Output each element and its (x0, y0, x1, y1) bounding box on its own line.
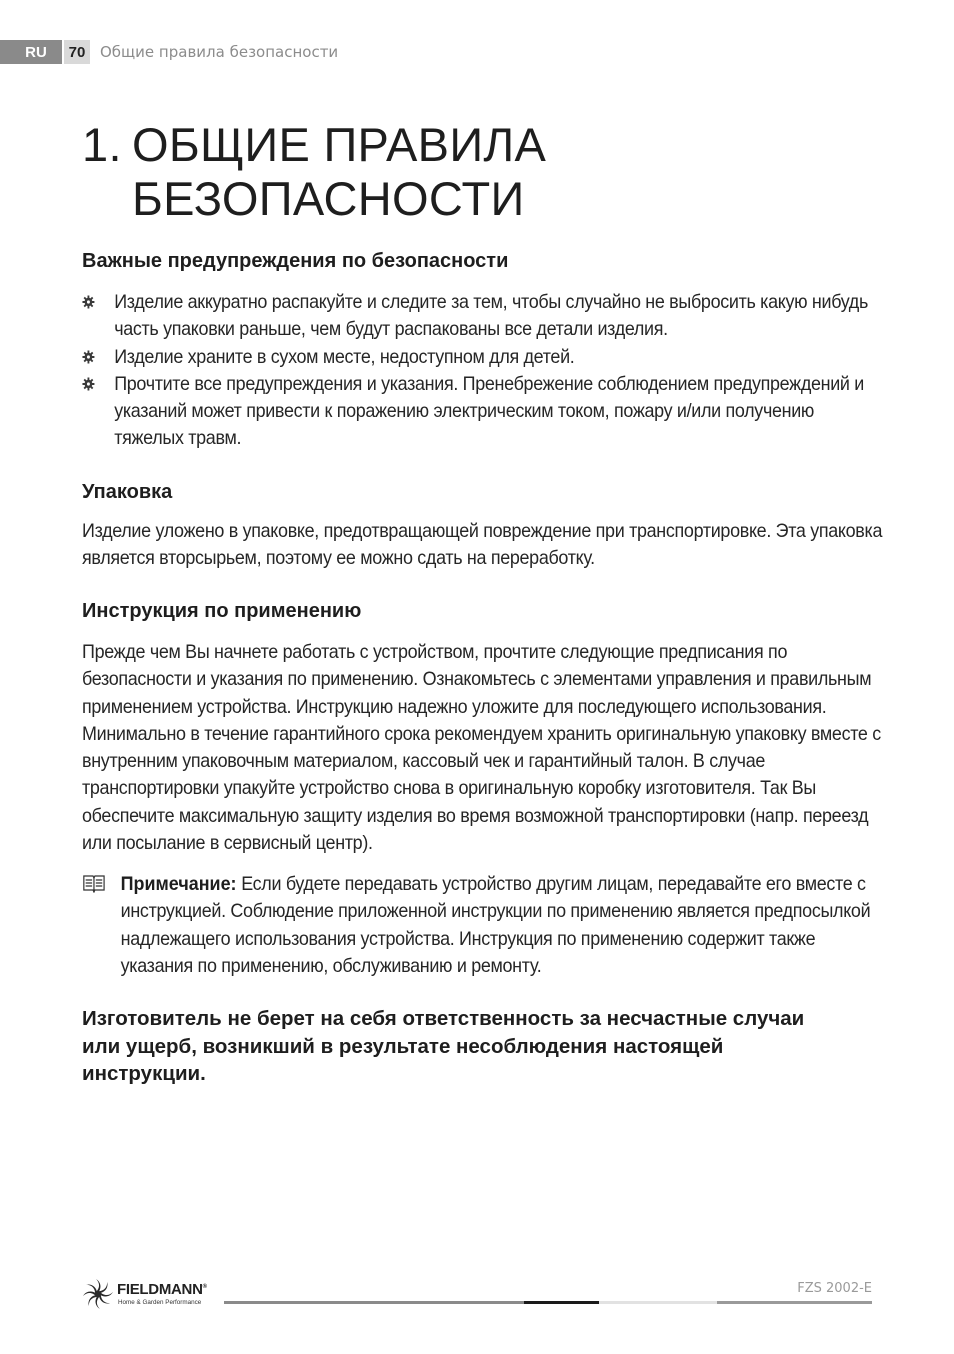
page-number: 70 (64, 40, 90, 64)
note-label: Примечание: (120, 873, 237, 895)
instructions-text: Прежде чем Вы начнете работать с устройством, прочтите следующие предписания по безопасности и указания по применению. Ознакомьтесь с элементами управления и правильным применением устройства. Инструкцию надежно уложите для последующего использования. Минимально в течение гарантийного срока рекомендуем хранить оригинальную упаковку вместе с внутренним упаковочным материалом, кассовый чек и гарантийный талон. В случае транспортировки упакуйте устройство снова в оригинальную коробку изготовителя. Так Вы обеспечите максимальную защиту изделия во время возможной транспортировки (напр. переезд или посылание в сервисный центр). (82, 641, 881, 855)
gear-bullet-icon (82, 377, 95, 391)
list-item (82, 344, 882, 371)
chapter-title-line2: БЕЗОПАСНОСТИ (132, 172, 525, 225)
language-badge: RU (0, 40, 62, 64)
footer-rule-mid (717, 1301, 872, 1304)
note-paragraph (82, 871, 882, 980)
fan-logo-icon (82, 1278, 114, 1310)
list-item (82, 371, 882, 453)
running-section-title: Общие правила безопасности (100, 43, 339, 61)
list-item (82, 289, 882, 344)
safety-warnings-list (82, 289, 882, 453)
gear-bullet-icon (82, 350, 95, 364)
gear-bullet-icon (82, 295, 95, 309)
model-number: FZS 2002-E (797, 1281, 872, 1296)
note-text: Если будете передавать устройство другим лицам, передавайте его вместе с инструкцией. Соблюдение приложенной инструкции по применению является предпосылкой надлежащего использования устройства. Инструкция по применению содержит также указания по применению, обслуживанию и ремонту. (120, 873, 871, 977)
footer-rule-gray (224, 1301, 524, 1304)
safety-warnings-heading: Важные предупреждения по безопасности (82, 250, 509, 272)
packaging-heading: Упаковка (82, 481, 173, 503)
footer-rule-light (599, 1301, 717, 1304)
open-book-icon (82, 873, 106, 893)
brand-name: FIELDMANN® (117, 1281, 207, 1298)
fieldmann-logo (82, 1278, 222, 1312)
page-header (0, 40, 338, 64)
note-block (82, 871, 882, 980)
list-item-text: Изделие аккуратно распакуйте и следите за тем, чтобы случайно не выбросить какую нибудь часть упаковки раньше, чем будут распакованы все детали изделия. (114, 291, 868, 341)
footer-rule-dark (524, 1301, 599, 1304)
liability-disclaimer: Изготовитель не берет на себя ответственность за несчастные случаи или ущерб, возникший в результате несоблюдения настоящей инструкции. (82, 1007, 805, 1085)
instructions-heading: Инструкция по применению (82, 600, 362, 622)
brand-tagline: Home & Garden Performance (118, 1299, 202, 1306)
list-item-text: Прочтите все предупреждения и указания. Пренебрежение соблюдением предупреждений и указаний может привести к поражению электрическим током, пожару и/или получению тяжелых травм. (114, 372, 864, 450)
chapter-title-line1: ОБЩИЕ ПРАВИЛА (132, 118, 547, 171)
packaging-text: Изделие уложено в упаковке, предотвращающей повреждение при транспортировке. Эта упаковка является вторсырьем, поэтому ее можно сдать на переработку. (82, 520, 883, 570)
chapter-number: 1. (82, 118, 122, 171)
list-item-text: Изделие храните в сухом месте, недоступном для детей. (114, 345, 575, 368)
chapter-title (82, 118, 546, 226)
